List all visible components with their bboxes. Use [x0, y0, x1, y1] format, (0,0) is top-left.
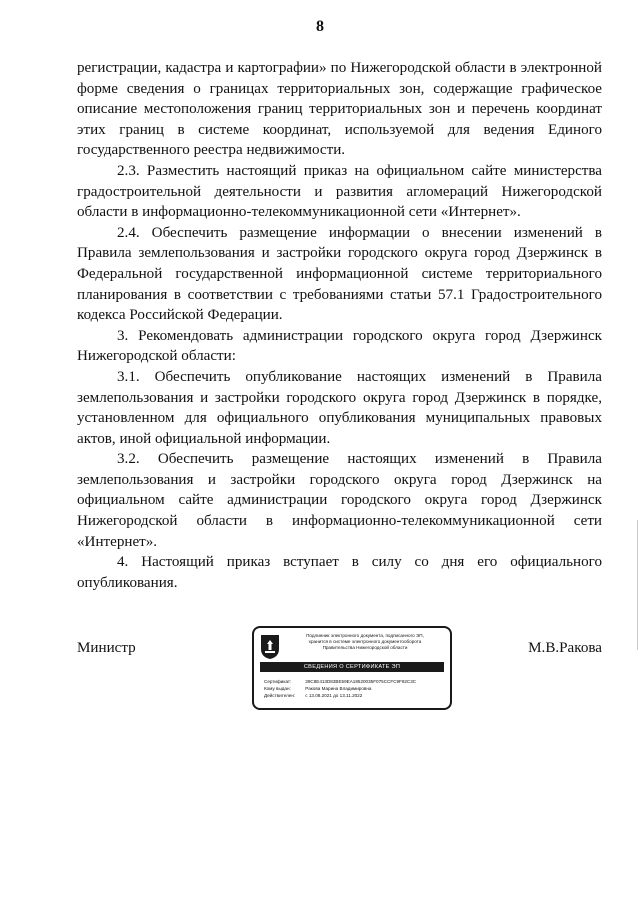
- coat-of-arms-icon: [260, 634, 280, 660]
- certificate-row: [264, 678, 446, 685]
- document-body: [77, 58, 602, 593]
- paragraph-4: 4. Настоящий приказ вступает в силу со дня его официального опубликования.: [77, 554, 602, 591]
- paragraph-3: 3. Рекомендовать администрации городского округа город Дзержинск Нижегородской области:: [77, 327, 602, 365]
- issued-to-row: [264, 685, 446, 692]
- certificate-label: Сертификат:: [264, 679, 292, 684]
- stamp-details: [264, 678, 446, 699]
- stamp-header: [282, 633, 448, 651]
- page-number: 8: [316, 18, 324, 35]
- signature-block: [0, 626, 640, 716]
- issued-to-label: Кому выдан:: [264, 686, 291, 691]
- paragraph-continuation: регистрации, кадастра и картографии» по Нижегородской области в электронной форме сведения о границах территориальных зон, содержащие графическое описание местоположения границ территориальных зон и перечень координат этих границ в системе координат, используемой для ведения Единого государственного реестра недвижимости.: [77, 60, 602, 159]
- paragraph-2-3: 2.3. Разместить настоящий приказ на официальном сайте министерства градостроительной деятельности и развития агломераций Нижегородской области в информационно-телекоммуникационной сети «Интернет».: [77, 162, 602, 221]
- paragraph-3-2: 3.2. Обеспечить размещение настоящих изменений в Правила землепользования и застройки городского округа город Дзержинск на официальном сайте администрации городского округа город Дзержинск Нижегородской области в информационно-телекоммуникационной сети «Интернет».: [77, 451, 602, 550]
- paragraph-2-4: 2.4. Обеспечить размещение информации о внесении изменений в Правила землепользования и застройки городского округа город Дзержинск в Федеральной государственной информационной системе территориального планирования в соответствии с требованиями статьи 57.1 Градостроительного кодекса Российской Федерации.: [77, 224, 602, 324]
- valid-label: Действителен:: [264, 693, 296, 698]
- stamp-header-line: хранится в системе электронного документооборота: [308, 639, 422, 644]
- signer-name: М.В.Ракова: [528, 640, 602, 656]
- e-signature-stamp: [252, 626, 452, 710]
- scan-margin-mark: [637, 520, 638, 650]
- valid-row: [264, 692, 446, 699]
- signer-title: Министр: [77, 640, 136, 656]
- paragraph-3-1: 3.1. Обеспечить опубликование настоящих изменений в Правила землепользования и застройки городского округа город Дзержинск в порядке, установленном для официального опубликования муниципальных правовых актов, иной официальной информации.: [77, 368, 602, 447]
- issued-to-value: Ракова Марина Владимировна: [305, 686, 372, 691]
- valid-value: с 13.08.2021 до 13.11.2022: [305, 693, 363, 698]
- stamp-banner: СВЕДЕНИЯ О СЕРТИФИКАТЕ ЭП: [260, 662, 444, 672]
- stamp-header-line: Подлинник электронного документа, подписанного ЭП,: [306, 633, 424, 638]
- certificate-value: 39C8E413D83BE59EA18520035F075CCFC9F92C3C: [305, 679, 417, 684]
- stamp-header-line: Правительства Нижегородской области: [322, 645, 408, 650]
